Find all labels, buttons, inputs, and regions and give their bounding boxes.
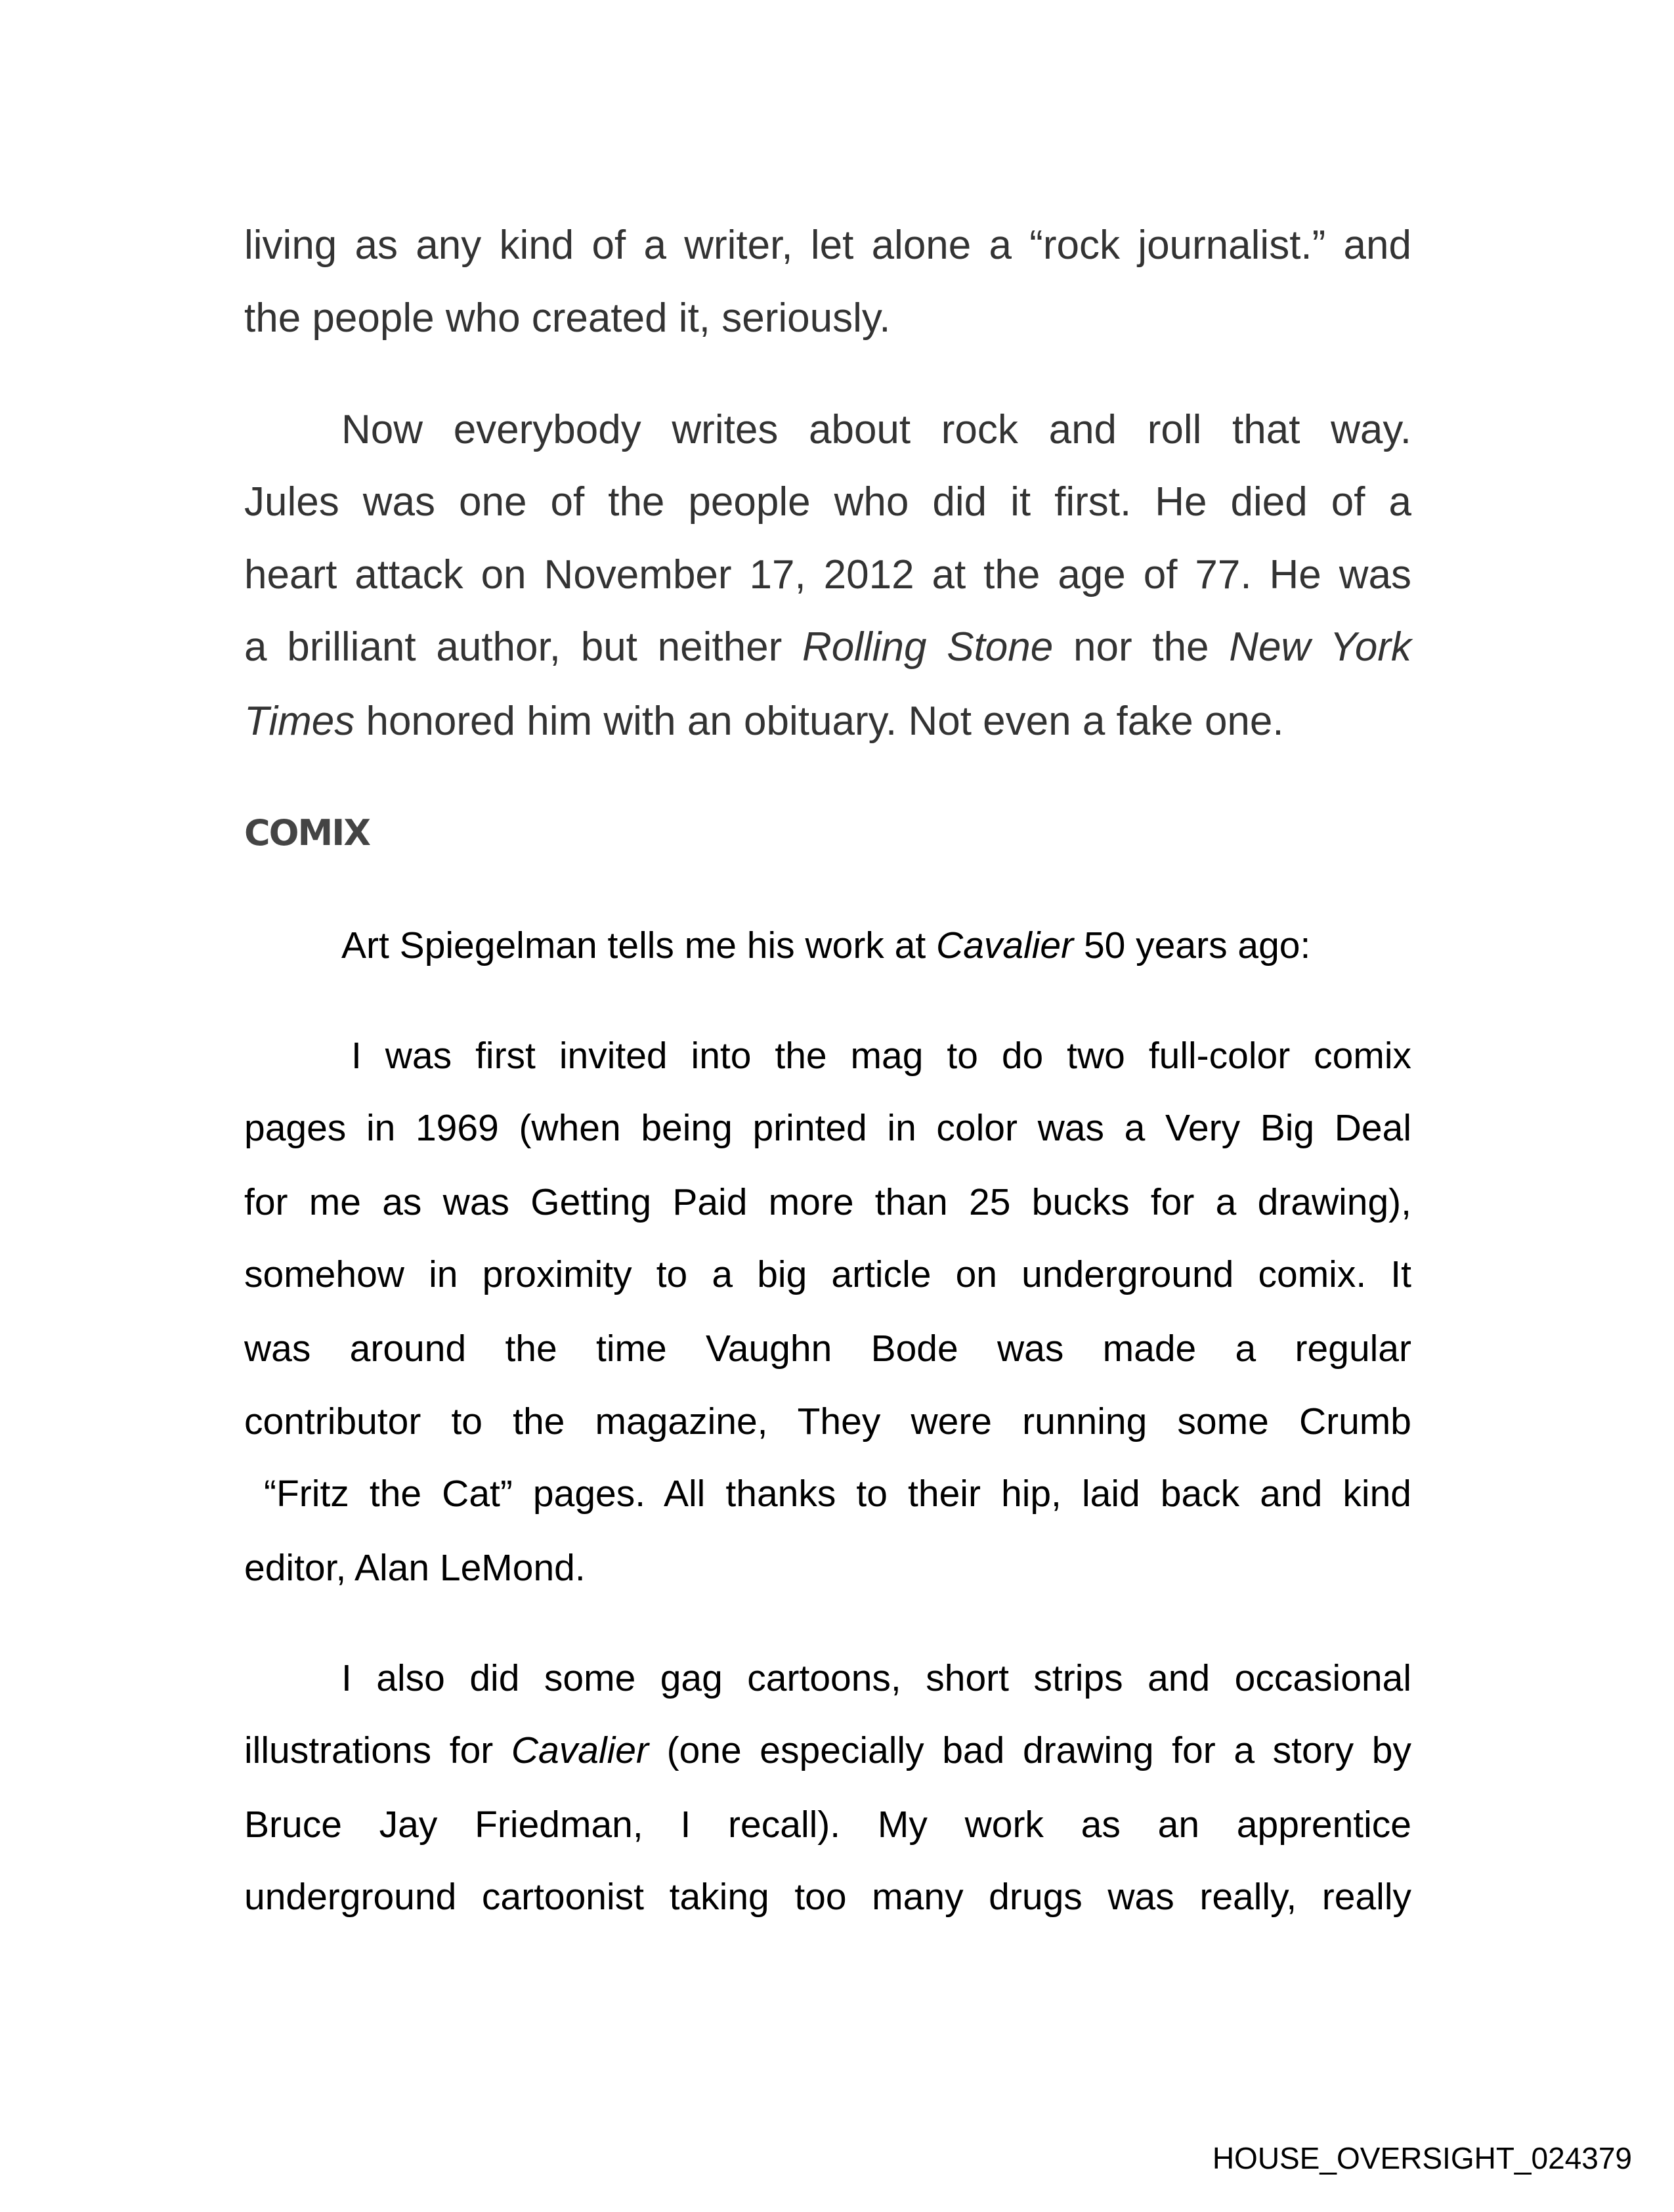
text-run: for me as was Getting Paid more than 25 bucks for a drawing), bbox=[244, 1181, 1411, 1223]
text-run: contributor to the magazine, They were running some Crumb bbox=[244, 1400, 1411, 1442]
section-heading: COMIX bbox=[244, 812, 370, 854]
paragraph-1-line bbox=[244, 225, 1411, 266]
paragraph-4-line bbox=[244, 1107, 1411, 1149]
bates-stamp: HOUSE_OVERSIGHT_024379 bbox=[1212, 2141, 1632, 2175]
text-run: pages in 1969 (when being printed in color was a Very Big Deal bbox=[244, 1107, 1411, 1149]
paragraph-4-line bbox=[244, 1547, 1411, 1589]
text-run: illustrations for bbox=[244, 1729, 511, 1771]
paragraph-4-line bbox=[264, 1475, 1411, 1513]
text-run: I also did some gag cartoons, short strips and occasional bbox=[341, 1657, 1411, 1699]
text-run: living as any kind of a writer, let alone a “rock journalist.” and bbox=[244, 223, 1411, 268]
italic-title: Cavalier bbox=[936, 924, 1074, 966]
paragraph-3-line bbox=[341, 924, 1411, 966]
paragraph-4-line bbox=[244, 1181, 1411, 1223]
paragraph-2-line bbox=[244, 624, 1411, 670]
paragraph-4-line bbox=[244, 1253, 1411, 1295]
paragraph-5-line bbox=[341, 1657, 1411, 1699]
paragraph-2-line bbox=[244, 479, 1411, 525]
text-run: Art Spiegelman tells me his work at bbox=[341, 924, 937, 966]
text-run: (one especially bad drawing for a story by bbox=[648, 1729, 1411, 1771]
text-run: nor the bbox=[1053, 624, 1230, 670]
paragraph-2-line bbox=[341, 407, 1411, 452]
text-run: honored him with an obituary. Not even a fake one. bbox=[354, 699, 1284, 744]
paragraph-4-line bbox=[244, 1400, 1411, 1442]
text-run: Jules was one of the people who did it first. He died of a bbox=[244, 479, 1411, 525]
italic-title: Rolling Stone bbox=[802, 624, 1054, 670]
paragraph-5-line bbox=[244, 1878, 1411, 1916]
text-run: was around the time Vaughn Bode was made a regular bbox=[244, 1328, 1411, 1370]
text-run: the people who created it, seriously. bbox=[244, 295, 891, 341]
text-run: underground cartoonist taking too many drugs was really, really bbox=[244, 1876, 1411, 1918]
paragraph-2-line bbox=[244, 701, 1411, 742]
text-run: Now everybody writes about rock and roll that way. bbox=[341, 407, 1411, 452]
italic-title: Times bbox=[244, 699, 355, 744]
text-run: heart attack on November 17, 2012 at the age of 77. He was bbox=[244, 552, 1411, 597]
paragraph-5-line bbox=[244, 1806, 1411, 1844]
paragraph-5-line bbox=[244, 1729, 1411, 1771]
text-run: Bruce Jay Friedman, I recall). My work as an apprentice bbox=[244, 1804, 1411, 1846]
text-run: “Fritz the Cat” pages. All thanks to their hip, laid back and kind bbox=[264, 1473, 1411, 1515]
text-run: I was first invited into the mag to do two full-color comix bbox=[351, 1035, 1411, 1077]
text-run: somehow in proximity to a big article on underground comix. It bbox=[244, 1253, 1411, 1295]
paragraph-2-line bbox=[244, 552, 1411, 597]
text-run: a brilliant author, but neither bbox=[244, 624, 802, 670]
paragraph-1-line bbox=[244, 295, 1411, 341]
text-run: 50 years ago: bbox=[1073, 924, 1311, 966]
text-run: editor, Alan LeMond. bbox=[244, 1547, 586, 1589]
paragraph-4-line bbox=[244, 1330, 1411, 1368]
paragraph-4-line bbox=[351, 1037, 1411, 1075]
italic-title: Cavalier bbox=[511, 1729, 649, 1771]
italic-title: New York bbox=[1229, 624, 1411, 670]
